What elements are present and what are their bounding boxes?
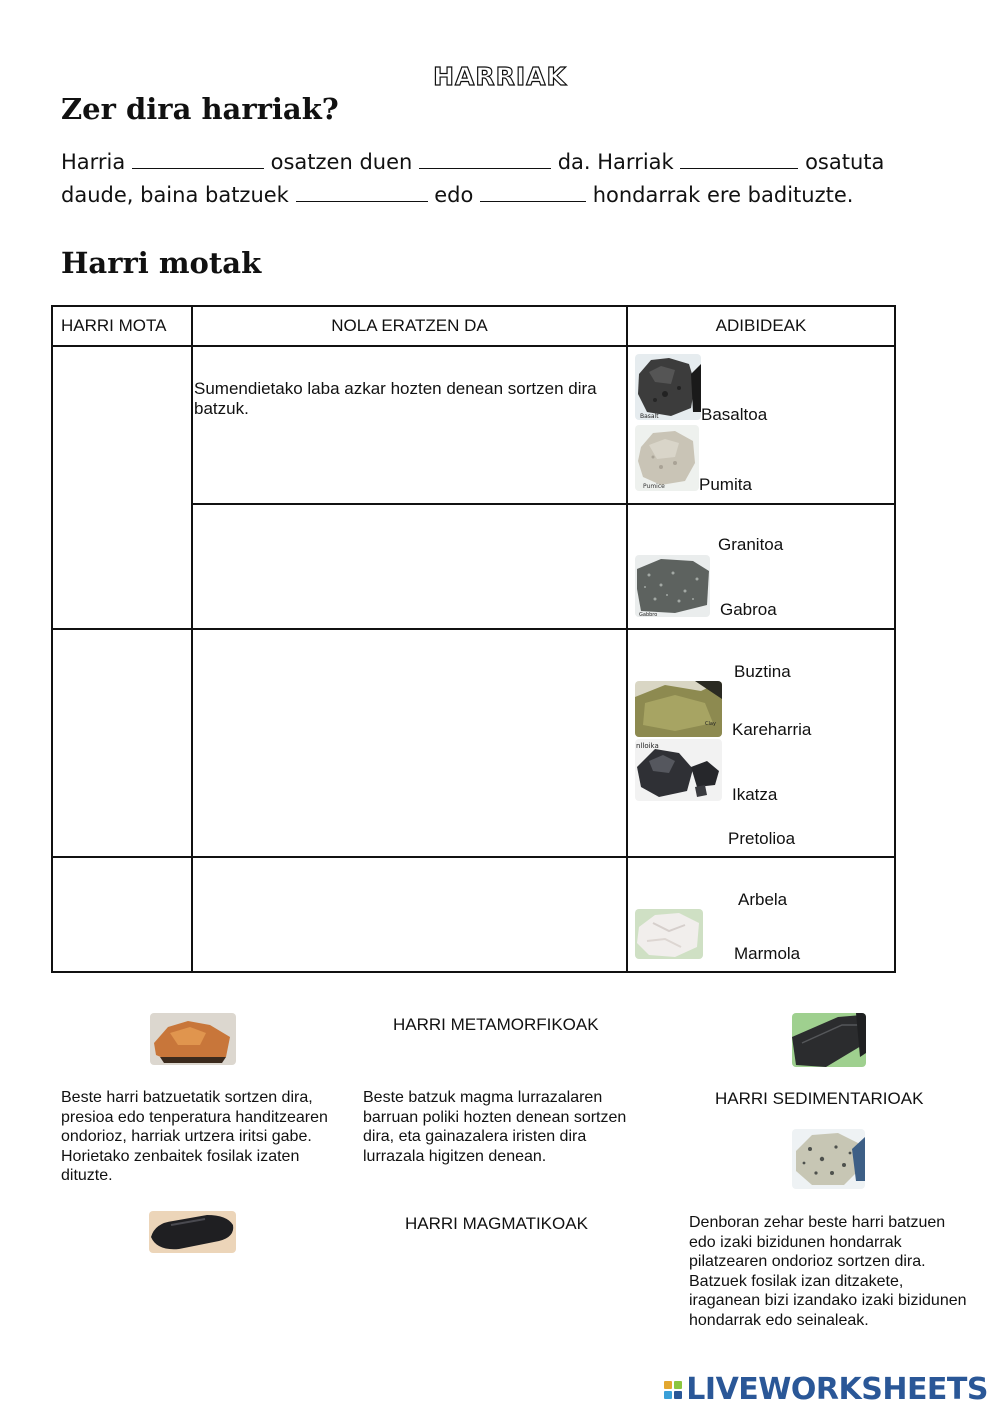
clay-rock-image xyxy=(635,681,722,737)
example-basaltoa: Basaltoa xyxy=(701,405,768,424)
example-pretolioa: Pretolioa xyxy=(728,829,796,848)
table-row xyxy=(52,629,895,857)
example-gabroa: Gabroa xyxy=(720,600,777,619)
card-text-magmatic: Beste batzuk magma lurrazalaren barruan poliki hozten denean sortzen dira, eta gainazalera iristen dira lurrazala higitzen denean. xyxy=(363,1089,627,1165)
description-cell-2[interactable] xyxy=(192,504,627,629)
metamorphic-rock-image xyxy=(150,1013,236,1065)
blank-5[interactable] xyxy=(480,181,586,202)
table-row xyxy=(52,857,895,972)
marble-rock-image xyxy=(635,909,703,959)
example-kareharria: Kareharria xyxy=(732,720,812,739)
blank-3[interactable] xyxy=(680,148,798,169)
examples-cell-2 xyxy=(627,504,895,629)
example-pumita: Pumita xyxy=(699,475,752,494)
card-text-sedimentary: Denboran zehar beste harri batzuen edo izaki bizidunen hondarrak pilatzearen ondorioz sortzen dira. Batzuek fosilak izan ditzakete, iraganean bizi izandako izaki bizidunen hondarrak edo seinaleak. xyxy=(689,1214,967,1329)
slate-rock-image xyxy=(792,1013,866,1067)
pumice-rock-image xyxy=(635,425,699,491)
rock-type-answer-cell-2[interactable] xyxy=(52,629,192,857)
example-ikatza: Ikatza xyxy=(732,785,778,804)
pumice-image-caption: Pumice xyxy=(643,483,665,490)
rock-type-answer-cell-1[interactable] xyxy=(52,346,192,629)
example-buztina: Buztina xyxy=(734,662,791,681)
table-row xyxy=(52,346,895,504)
section-heading-harri-motak: Harri motak xyxy=(61,246,262,280)
description-cell-4[interactable] xyxy=(192,857,627,972)
card-text-metamorphic: Beste harri batzuetatik sortzen dira, presioa edo tenperatura handitzearen ondorioz, harriak urtzera iritsi gabe. Horietako zenbaitek fosilak izaten dituzte. xyxy=(61,1089,328,1184)
basalt-rock-image xyxy=(635,354,701,420)
card-title-metamorfikoak: HARRI METAMORFIKOAK xyxy=(393,1015,599,1034)
fill-in-paragraph: Harria osatzen duen da. Harriak osatuta daude, baina batzuek edo hondarrak ere badituzte. xyxy=(61,150,885,207)
header-adibideak: ADIBIDEAK xyxy=(627,306,895,346)
rock-types-table xyxy=(51,305,896,973)
card-title-sedimentarioak: HARRI SEDIMENTARIOAK xyxy=(715,1089,924,1108)
liveworksheets-logo: LIVEWORKSHEETS xyxy=(664,1372,988,1407)
example-arbela: Arbela xyxy=(738,890,788,909)
card-title-magmatikoak: HARRI MAGMATIKOAK xyxy=(405,1214,588,1233)
examples-cell-1 xyxy=(627,346,895,504)
header-harri-mota: HARRI MOTA xyxy=(52,306,192,346)
granite-rock-image xyxy=(792,1129,865,1189)
blank-4[interactable] xyxy=(296,181,428,202)
example-marmola: Marmola xyxy=(734,944,801,963)
obsidian-rock-image xyxy=(149,1211,236,1253)
clay-image-caption: Clay xyxy=(705,721,716,727)
coal-rock-image xyxy=(635,739,722,801)
liveworksheets-logo-icon xyxy=(664,1381,682,1399)
blank-2[interactable] xyxy=(419,148,551,169)
description-cell-3[interactable] xyxy=(192,629,627,857)
example-granitoa: Granitoa xyxy=(718,535,784,554)
description-cell-1: Sumendietako laba azkar hozten denean sortzen dira batzuk. xyxy=(192,346,627,504)
gabbro-image-caption: Gabbro xyxy=(639,612,658,617)
examples-cell-3 xyxy=(627,629,895,857)
header-nola-eratzen-da: NOLA ERATZEN DA xyxy=(192,306,627,346)
table-header-row xyxy=(52,306,895,346)
section-heading-zer-dira: Zer dira harriak? xyxy=(61,92,339,126)
gabbro-rock-image xyxy=(635,555,710,617)
rock-type-answer-cell-3[interactable] xyxy=(52,857,192,972)
blank-1[interactable] xyxy=(132,148,264,169)
page-title: HARRIAK xyxy=(433,62,567,91)
coal-image-caption: nlloika xyxy=(636,742,659,750)
examples-cell-4 xyxy=(627,857,895,972)
basalt-image-caption: Basalt xyxy=(640,413,659,420)
